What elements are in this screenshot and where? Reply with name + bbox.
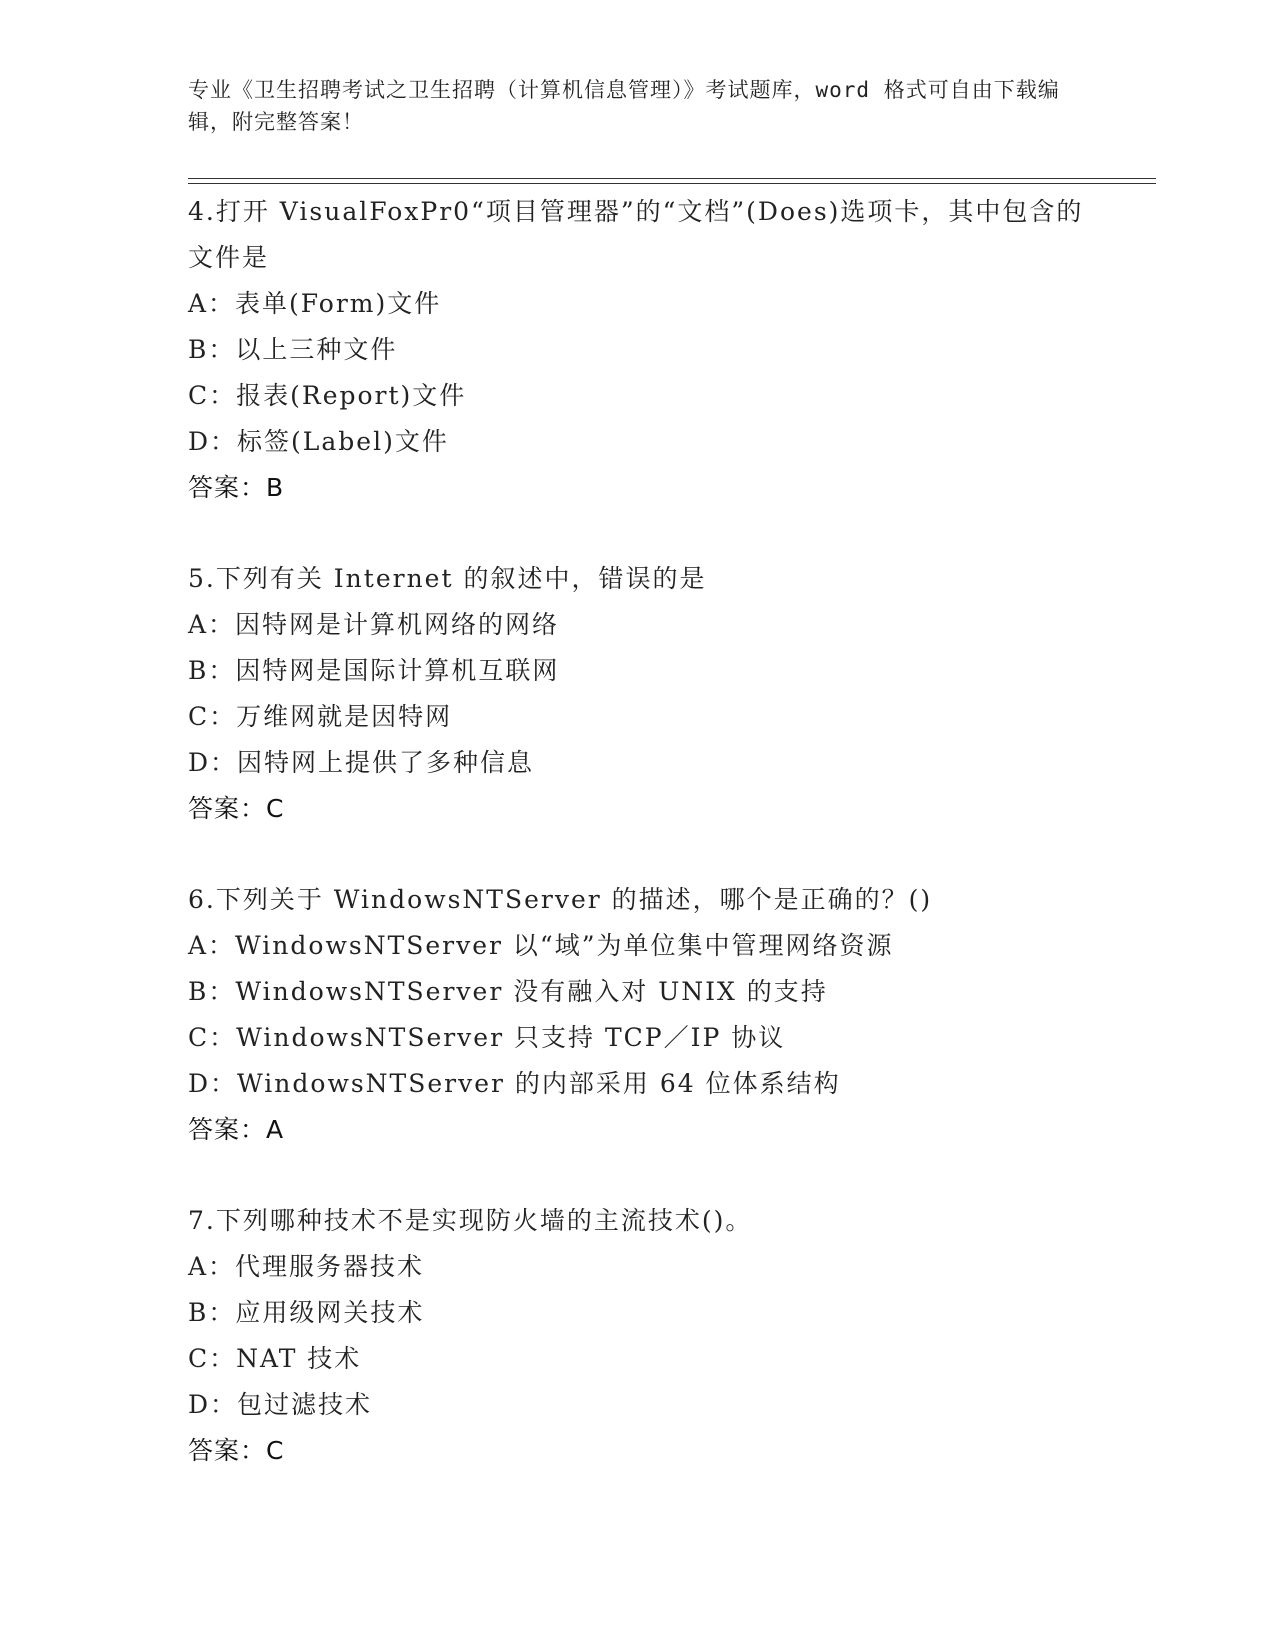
question-7 bbox=[188, 1198, 1148, 1474]
header-divider-top bbox=[188, 178, 1156, 179]
option-d: D：包过滤技术 bbox=[188, 1390, 373, 1419]
option-b: B：以上三种文件 bbox=[188, 335, 398, 364]
option-b: B：应用级网关技术 bbox=[188, 1298, 425, 1327]
question-stem: 7.下列哪种技术不是实现防火墙的主流技术()。 bbox=[188, 1206, 753, 1235]
option-d: D：标签(Label)文件 bbox=[188, 427, 449, 456]
option-a: A：表单(Form)文件 bbox=[188, 289, 442, 318]
question-stem: 5.下列有关 Internet 的叙述中，错误的是 bbox=[188, 564, 707, 593]
question-stem: 6.下列关于 WindowsNTServer 的描述，哪个是正确的？() bbox=[188, 885, 933, 914]
option-a: A：因特网是计算机网络的网络 bbox=[188, 610, 560, 639]
option-d: D：因特网上提供了多种信息 bbox=[188, 748, 535, 777]
option-a: A：代理服务器技术 bbox=[188, 1252, 425, 1281]
option-d: D：WindowsNTServer 的内部采用 64 位体系结构 bbox=[188, 1069, 841, 1098]
answer-label: 答案：C bbox=[188, 1436, 285, 1465]
question-5 bbox=[188, 556, 1148, 832]
question-stem: 4.打开 VisualFoxPr0“项目管理器”的“文档”(Does)选项卡，其中包含的文件是 bbox=[188, 197, 1084, 272]
option-b: B：因特网是国际计算机互联网 bbox=[188, 656, 560, 685]
option-c: C：WindowsNTServer 只支持 TCP／IP 协议 bbox=[188, 1023, 786, 1052]
header-divider-bottom bbox=[188, 183, 1156, 184]
option-c: C：万维网就是因特网 bbox=[188, 702, 453, 731]
question-list bbox=[188, 189, 1148, 1519]
answer-label: 答案：C bbox=[188, 794, 285, 823]
answer-label: 答案：A bbox=[188, 1115, 285, 1144]
document-header: 专业《卫生招聘考试之卫生招聘（计算机信息管理）》考试题库，word 格式可自由下载编辑，附完整答案！ bbox=[188, 78, 1060, 134]
option-c: C：NAT 技术 bbox=[188, 1344, 362, 1373]
question-6 bbox=[188, 877, 1148, 1153]
answer-label: 答案：B bbox=[188, 473, 285, 502]
option-b: B：WindowsNTServer 没有融入对 UNIX 的支持 bbox=[188, 977, 828, 1006]
option-a: A：WindowsNTServer 以“域”为单位集中管理网络资源 bbox=[188, 931, 894, 960]
question-4 bbox=[188, 189, 1148, 511]
option-c: C：报表(Report)文件 bbox=[188, 381, 467, 410]
